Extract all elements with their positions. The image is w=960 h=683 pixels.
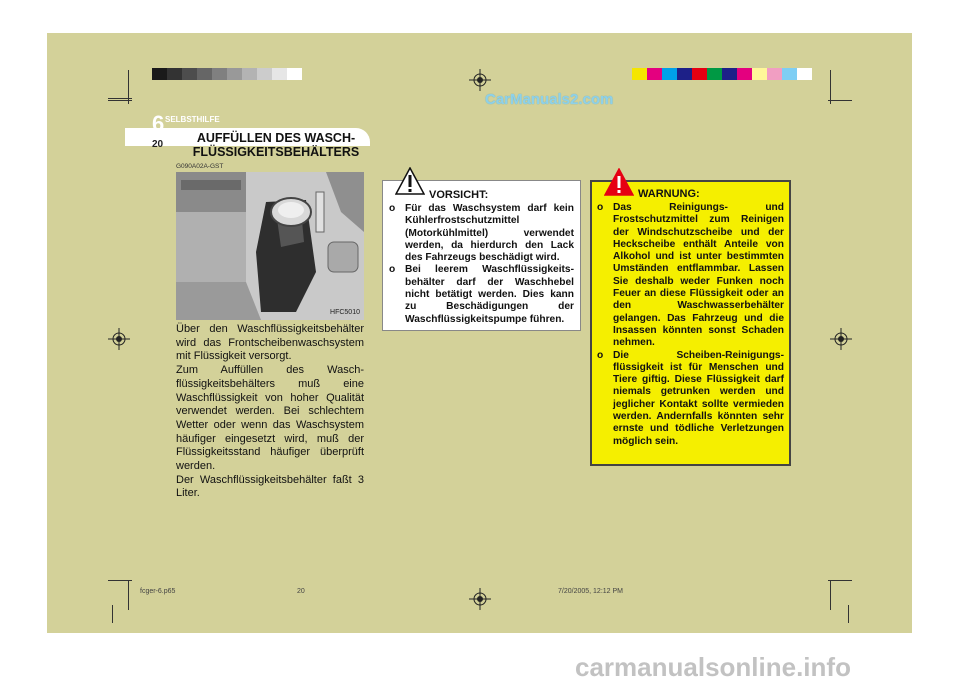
- color-swatch: [167, 68, 182, 80]
- color-swatch: [692, 68, 707, 80]
- warning-list: [597, 202, 784, 448]
- chapter-number: 6: [152, 111, 165, 136]
- section-title-line1: AUFFÜLLEN DES WASCH-: [196, 131, 356, 145]
- body-paragraph: Über den Waschflüssigkeitsbehälter wird das Frontscheibenwaschsystem mit Flüssigkeit versorgt.: [176, 323, 364, 363]
- registration-mark-icon: [108, 328, 130, 350]
- color-swatch: [212, 68, 227, 80]
- photo-code: HFC5010: [330, 309, 360, 316]
- watermark-bottom[interactable]: carmanualsonline.info: [575, 652, 851, 682]
- bullet-marker: o: [389, 264, 396, 276]
- grayscale-color-bar: [152, 68, 302, 80]
- section-title-line2: FLÜSSIGKEITSBEHÄLTERS: [192, 145, 360, 159]
- color-swatch: [782, 68, 797, 80]
- color-swatch: [287, 68, 302, 80]
- caution-box: [382, 180, 581, 331]
- bullet-marker: o: [389, 203, 396, 214]
- caution-item: [389, 264, 574, 325]
- color-swatch: [242, 68, 257, 80]
- section-title: [186, 131, 366, 159]
- footer-file: fcger-6.p65: [140, 588, 176, 595]
- caution-item: [389, 203, 574, 264]
- caution-item-text: Bei leerem Waschflüssigkeits-behälter darf der Waschhebel nicht betätigt werden. Dies kann zu Beschädigungen der Waschflüssigkeitspumpe führen.: [405, 264, 574, 325]
- body-text: [176, 323, 364, 501]
- color-swatch: [737, 68, 752, 80]
- color-swatch: [722, 68, 737, 80]
- caution-list: [389, 203, 574, 326]
- registration-mark-icon: [469, 69, 491, 91]
- warning-item: [597, 350, 784, 448]
- color-swatch: [752, 68, 767, 80]
- color-swatch: [632, 68, 647, 80]
- page-number: 20: [152, 139, 164, 150]
- color-swatch: [707, 68, 722, 80]
- engine-bay-illustration: [176, 172, 364, 320]
- registration-mark-icon: [469, 588, 491, 610]
- color-swatch: [677, 68, 692, 80]
- color-swatch: [647, 68, 662, 80]
- warning-item: [597, 202, 784, 350]
- warning-heading: WARNUNG:: [638, 188, 700, 200]
- color-swatch: [197, 68, 212, 80]
- body-paragraph: Der Waschflüssigkeitsbehälter faßt 3 Liter.: [176, 473, 364, 500]
- footer-datetime: 7/20/2005, 12:12 PM: [558, 588, 623, 595]
- color-swatch: [662, 68, 677, 80]
- chapter-title: SELBSTHILFE: [165, 115, 220, 124]
- warning-item-text: Das Reinigungs- und Frostschutzmittel zum Reinigen der Windschutzscheibe und der Heckscheibe enthält Anteile von Alkohol und ist unter bestimmten Umständen entflammbar. Lassen Sie deshalb weder Funken noch Feuer an diese Flüssigkeit oder an den Waschwasserbehälter gelangen. Das Fahrzeug und die Insassen könnten sonst Schaden nehmen.: [613, 202, 784, 349]
- caution-heading: VORSICHT:: [429, 189, 489, 201]
- watermark-top[interactable]: CarManuals2.com: [485, 91, 614, 108]
- bullet-marker: o: [597, 349, 604, 361]
- danger-triangle-icon: [604, 168, 634, 196]
- process-color-bar: [632, 68, 812, 80]
- color-swatch: [797, 68, 812, 80]
- color-swatch: [272, 68, 287, 80]
- registration-mark-icon: [830, 328, 852, 350]
- section-code: G090A02A-GST: [176, 163, 224, 170]
- color-swatch: [257, 68, 272, 80]
- bullet-marker: o: [597, 202, 604, 213]
- warning-item-text: Die Scheiben-Reinigungs-flüssigkeit ist für Menschen und Tiere giftig. Diese Flüssigkeit darf niemals getrunken werden und jeglicher Kontakt sollte vermieden werden. Andernfalls könnten sehr ernste und tödliche Verletzungen möglich sein.: [613, 349, 784, 447]
- warning-triangle-icon: [395, 167, 425, 195]
- color-swatch: [182, 68, 197, 80]
- footer-page: 20: [297, 588, 305, 595]
- washer-reservoir-photo: [176, 172, 364, 320]
- color-swatch: [767, 68, 782, 80]
- body-paragraph: Zum Auffüllen des Wasch-flüssigkeitsbehälters muß eine Waschflüssigkeit von hoher Qualität verwendet werden. Bei schlechtem Wetter oder wenn das Waschsystem häufiger eingesetzt wird, muß der Flüssigkeitsstand häufiger überprüft werden.: [176, 364, 364, 473]
- color-swatch: [227, 68, 242, 80]
- warning-box: [590, 180, 791, 466]
- color-swatch: [152, 68, 167, 80]
- caution-item-text: Für das Waschsystem darf kein Kühlerfrostschutzmittel (Motorkühlmittel) verwendet werden, da hierdurch den Lack des Fahrzeugs beschädigt wird.: [405, 203, 574, 264]
